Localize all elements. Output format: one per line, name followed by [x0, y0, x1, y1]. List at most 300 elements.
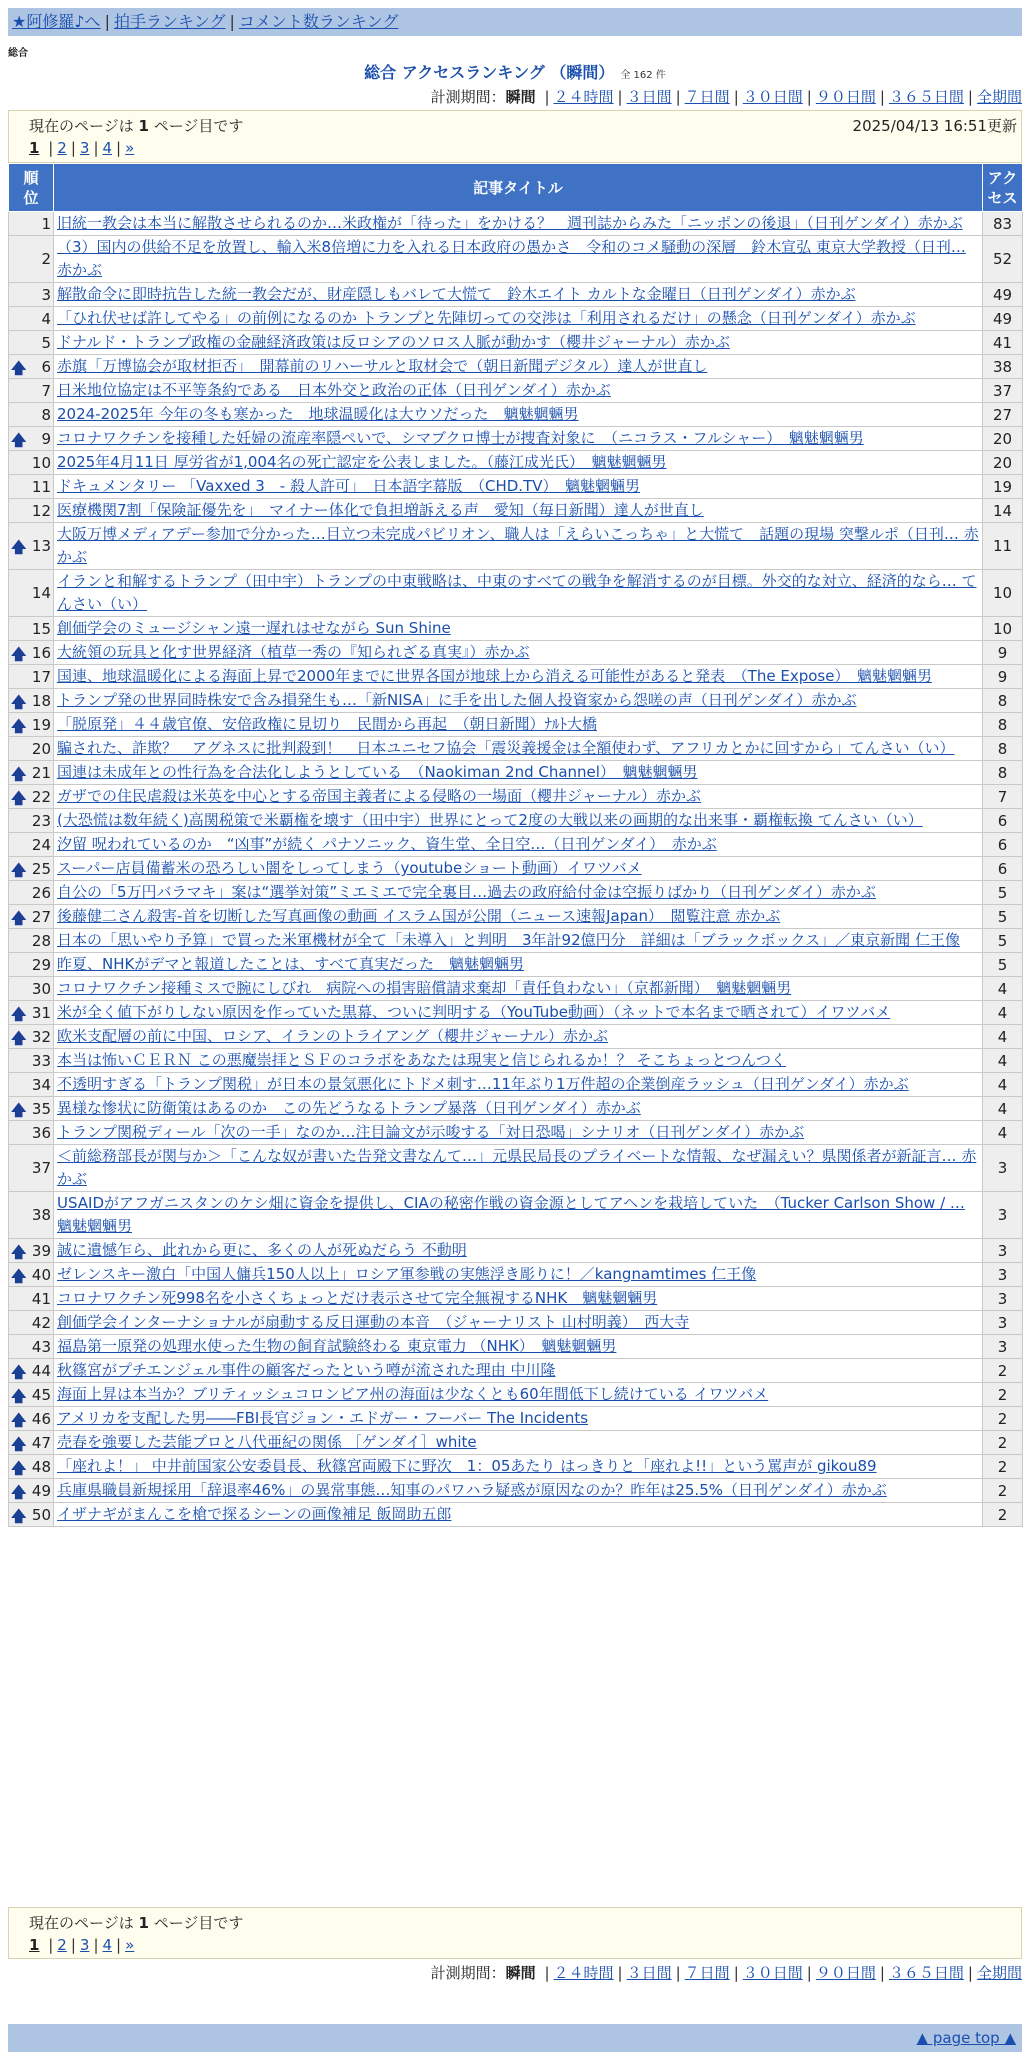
access-count: 6 — [983, 809, 1023, 833]
page-link[interactable]: 2 — [57, 1936, 67, 1954]
access-count: 4 — [983, 1121, 1023, 1145]
period-label: 計測期間： — [430, 88, 506, 106]
title-cell — [54, 641, 983, 665]
period-link[interactable]: ９０日間 — [815, 1964, 876, 1982]
rank-cell — [9, 977, 54, 1001]
article-link[interactable]: スーパー店員備蓄米の恐ろしい闇をしってしまう（youtubeショート動画）イワツバメ — [57, 859, 642, 877]
period-separator: | — [675, 1964, 681, 1982]
access-count: 6 — [983, 833, 1023, 857]
table-row — [9, 713, 1023, 737]
header-access: アクセス — [983, 164, 1023, 212]
period-link[interactable]: ７日間 — [684, 88, 730, 106]
rank-cell — [9, 833, 54, 857]
access-count: 4 — [983, 1073, 1023, 1097]
table-row — [9, 331, 1023, 355]
up-arrow-icon: 🡅 — [11, 644, 27, 663]
rank-number: 48 — [31, 1457, 51, 1476]
ranking-table-body — [9, 212, 1023, 1527]
rank-cell — [9, 905, 54, 929]
up-arrow-icon: 🡅 — [11, 788, 27, 807]
title-cell — [54, 1431, 983, 1455]
period-separator: | — [544, 1964, 550, 1982]
article-link[interactable]: 「座れよ！」 中井前国家公安委員長、秋篠宮両殿下に野次 1：05あたり はっきりと「座れよ!!」という罵声が gikou89 — [57, 1457, 877, 1475]
rank-cell — [9, 809, 54, 833]
access-count: 52 — [983, 236, 1023, 283]
article-link[interactable]: ドナルド・トランプ政権の金融経済政策は反ロシアのソロス人脈が動かす（櫻井ジャーナル）赤かぶ — [57, 333, 730, 351]
rank-number: 31 — [31, 1003, 51, 1022]
article-link[interactable]: 汐留 呪われているのか “凶事”が続く パナソニック、資生堂、全日空…（日刊ゲンダイ） 赤かぶ — [57, 835, 717, 853]
rank-number: 25 — [31, 859, 51, 878]
period-link[interactable]: ７日間 — [684, 1964, 730, 1982]
rank-cell — [9, 379, 54, 403]
table-row — [9, 570, 1023, 617]
rank-cell — [9, 1431, 54, 1455]
rank-cell — [9, 1407, 54, 1431]
title-cell — [54, 1359, 983, 1383]
up-arrow-icon: 🡅 — [11, 1362, 27, 1381]
article-link[interactable]: USAIDがアフガニスタンのケシ畑に資金を提供し、CIAの秘密作戦の資金源としてアヘンを栽培していた （Tucker Carlson Show / … 魑魅魍魎男 — [57, 1194, 965, 1235]
table-row — [9, 1025, 1023, 1049]
rank-number: 23 — [31, 811, 51, 830]
table-row — [9, 833, 1023, 857]
rank-cell — [9, 1001, 54, 1025]
article-link[interactable]: 自公の「5万円バラマキ」案は“選挙対策”ミエミエで完全裏目…過去の政府給付金は空振りばかり（日刊ゲンダイ）赤かぶ — [57, 883, 876, 901]
table-row — [9, 1431, 1023, 1455]
article-link[interactable]: 創価学会のミュージシャン遠一遅れはせながら Sun Shine — [57, 619, 451, 637]
article-link[interactable]: 赤旗「万博協会が取材拒否」 開幕前のリハーサルと取材会で（朝日新聞デジタル）達人が世直し — [57, 357, 708, 375]
page-link[interactable]: 3 — [79, 139, 90, 157]
rank-number: 8 — [41, 405, 51, 424]
title-cell — [54, 1263, 983, 1287]
rank-cell — [9, 1145, 54, 1192]
table-row — [9, 977, 1023, 1001]
table-row — [9, 283, 1023, 307]
table-row — [9, 1097, 1023, 1121]
rank-cell — [9, 617, 54, 641]
up-arrow-icon: 🡅 — [11, 538, 27, 556]
ranking-table — [8, 163, 1023, 1527]
article-link[interactable]: 不透明すぎる「トランプ関税」が日本の景気悪化にトドメ刺す…11年ぶり1万件超の企業倒産ラッシュ（日刊ゲンダイ）赤かぶ — [57, 1075, 909, 1093]
table-row — [9, 1001, 1023, 1025]
page-link[interactable]: 3 — [79, 1936, 90, 1954]
title-cell — [54, 1479, 983, 1503]
access-count: 2 — [983, 1407, 1023, 1431]
period-link[interactable]: 全期間 — [976, 88, 1022, 106]
title-cell — [54, 1073, 983, 1097]
title-cell — [54, 881, 983, 905]
rank-number: 29 — [31, 955, 51, 974]
access-count: 3 — [983, 1239, 1023, 1263]
up-arrow-icon: 🡅 — [11, 1506, 27, 1525]
article-link[interactable]: ＜前総務部長が関与か＞「こんな奴が書いた告発文書なんて…」元県民局長のプライベートな情報、なぜ漏えい？県関係者が新証言… 赤かぶ — [57, 1147, 977, 1188]
article-link[interactable]: 昨夏、NHKがデマと報道したことは、すべて真実だった 魑魅魍魎男 — [57, 955, 525, 973]
access-count: 8 — [983, 761, 1023, 785]
access-count: 38 — [983, 355, 1023, 379]
page-current[interactable]: 1 — [29, 1936, 40, 1954]
table-row — [9, 1192, 1023, 1239]
rank-number: 42 — [31, 1313, 51, 1332]
article-link[interactable]: 「脱原発」４４歳官僚、安倍政権に見切り 民間から再起 （朝日新聞）ﾅﾙﾄ大橋 — [57, 715, 598, 733]
up-arrow-icon: 🡅 — [11, 1028, 27, 1047]
rank-number: 20 — [31, 739, 51, 758]
table-row — [9, 665, 1023, 689]
article-link[interactable]: (大恐慌は数年続く)高関税策で米覇権を壊す（田中宇）世界にとって2度の大戦以来の画期的な出来事・覇権転換 てんさい（い） — [57, 811, 923, 829]
table-row — [9, 857, 1023, 881]
table-row — [9, 1073, 1023, 1097]
rank-number: 21 — [31, 763, 51, 782]
current-page-text: 現在のページは 1 ページ目です — [29, 1914, 244, 1932]
page-link[interactable]: » — [125, 1936, 135, 1954]
title-cell — [54, 236, 983, 283]
page-link[interactable]: 4 — [102, 1936, 113, 1954]
access-count: 49 — [983, 283, 1023, 307]
article-link[interactable]: 米が全く値下がりしない原因を作っていた黒幕、ついに判明する（YouTube動画）（ネットで本名まで晒されて）イワツバメ — [57, 1003, 891, 1021]
table-row — [9, 1359, 1023, 1383]
period-separator: | — [967, 88, 973, 106]
article-link[interactable]: ドキュメンタリー 「Vaxxed 3 - 殺人許可」 日本語字幕版 （CHD.TV） 魑魅魍魎男 — [57, 477, 640, 495]
article-link[interactable]: 日米地位協定は不平等条約である 日本外交と政治の正体（日刊ゲンダイ）赤かぶ — [57, 381, 611, 399]
title-cell — [54, 713, 983, 737]
rank-number: 5 — [41, 333, 51, 352]
rank-cell — [9, 1503, 54, 1527]
page-links — [29, 1936, 134, 1954]
access-count: 4 — [983, 977, 1023, 1001]
page-separator: | — [116, 1936, 122, 1954]
rank-number: 1 — [41, 214, 51, 233]
rank-cell — [9, 1025, 54, 1049]
access-count: 5 — [983, 881, 1023, 905]
rank-cell — [9, 641, 54, 665]
updated-timestamp: 2025/04/13 16:51更新 — [852, 117, 1017, 135]
applause-ranking-link[interactable]: 拍手ランキング — [113, 12, 226, 31]
rank-number: 2 — [41, 250, 51, 268]
rank-number: 35 — [31, 1099, 51, 1118]
article-link[interactable]: 創価学会インターナショナルが扇動する反日運動の本音 （ジャーナリスト 山村明義） 西大寺 — [57, 1313, 690, 1331]
table-row — [9, 236, 1023, 283]
rank-number: 11 — [31, 477, 51, 496]
title-cell — [54, 570, 983, 617]
title-cell — [54, 475, 983, 499]
article-link[interactable]: 医療機関7割「保険証優先を」 マイナー体化で負担増訴える声 愛知（毎日新聞）達人が世直し — [57, 501, 704, 519]
rank-number: 27 — [31, 907, 51, 926]
article-link[interactable]: 「ひれ伏せば許してやる」の前例になるのか トランプと先陣切っての交渉は「利用されるだけ」の懸念（日刊ゲンダイ）赤かぶ — [57, 309, 916, 327]
period-link[interactable]: ３０日間 — [742, 1964, 803, 1982]
table-row — [9, 1455, 1023, 1479]
table-row — [9, 617, 1023, 641]
title-cell — [54, 905, 983, 929]
page-link[interactable]: » — [125, 139, 135, 157]
rank-number: 34 — [31, 1075, 51, 1094]
access-count: 4 — [983, 1097, 1023, 1121]
article-link[interactable]: 旧統一教会は本当に解散させられるのか…米政権が「待った」をかける？ 週刊誌からみた「ニッポンの後退」（日刊ゲンダイ）赤かぶ — [57, 214, 963, 232]
title-cell — [54, 1335, 983, 1359]
rank-cell — [9, 1359, 54, 1383]
access-count: 2 — [983, 1503, 1023, 1527]
title-cell — [54, 761, 983, 785]
table-row — [9, 1121, 1023, 1145]
header-title: 記事タイトル — [54, 164, 983, 212]
title-cell — [54, 809, 983, 833]
title-cell — [54, 929, 983, 953]
access-count: 14 — [983, 499, 1023, 523]
rank-cell — [9, 929, 54, 953]
table-row — [9, 953, 1023, 977]
article-link[interactable]: 売春を強要した芸能プロと八代亜紀の関係 ［ゲンダイ］white — [57, 1433, 477, 1451]
access-count: 11 — [983, 523, 1023, 570]
period-current: 瞬間 — [505, 88, 536, 106]
period-separator: | — [733, 88, 739, 106]
table-row — [9, 499, 1023, 523]
article-link[interactable]: 大阪万博メディアデー参加で分かった…目立つ未完成パビリオン、職人は「えらいこっちゃ」と大慌て 話題の現場 突撃ルポ（日刊… 赤かぶ — [57, 525, 979, 566]
article-link[interactable]: 兵庫県職員新規採用「辞退率46%」の異常事態…知事のパワハラ疑惑が原因なのか？昨年は25.5%（日刊ゲンダイ）赤かぶ — [57, 1481, 887, 1499]
article-link[interactable]: 誠に遺憾乍ら、此れから更に、多くの人が死ぬだらう 不動明 — [57, 1241, 467, 1259]
table-row — [9, 785, 1023, 809]
article-link[interactable]: 秋篠宮がプチエンジェル事件の顧客だったという噂が流された理由 中川隆 — [57, 1361, 556, 1379]
up-arrow-icon: 🡅 — [11, 1004, 27, 1023]
rank-number: 4 — [41, 309, 51, 328]
period-link[interactable]: ２４時間 — [553, 1964, 614, 1982]
rank-number: 39 — [31, 1241, 51, 1260]
footer-bar — [8, 2024, 1022, 2052]
comment-ranking-link[interactable]: コメント数ランキング — [238, 12, 399, 31]
article-link[interactable]: 国連は未成年との性行為を合法化しようとしている （Naokiman 2nd Channel） 魑魅魍魎男 — [57, 763, 698, 781]
rank-cell — [9, 475, 54, 499]
period-separator: | — [675, 88, 681, 106]
period-link[interactable]: ３６５日間 — [888, 88, 964, 106]
access-count: 27 — [983, 403, 1023, 427]
period-separator: | — [806, 1964, 812, 1982]
title-cell — [54, 1311, 983, 1335]
title-cell — [54, 1121, 983, 1145]
title-cell — [54, 283, 983, 307]
article-link[interactable]: コロナワクチン死998名を小さくちょっとだけ表示させて完全無視するNHK 魑魅魍魎男 — [57, 1289, 658, 1307]
access-count: 8 — [983, 689, 1023, 713]
rank-number: 14 — [31, 584, 51, 602]
up-arrow-icon: 🡅 — [11, 1266, 27, 1285]
pager-bottom — [8, 1907, 1022, 1959]
rank-cell — [9, 403, 54, 427]
table-row — [9, 1263, 1023, 1287]
table-row — [9, 379, 1023, 403]
access-count: 4 — [983, 1025, 1023, 1049]
access-count: 8 — [983, 713, 1023, 737]
period-selector-bottom — [431, 1963, 1022, 1983]
article-link[interactable]: 欧米支配層の前に中国、ロシア、イランのトライアング（櫻井ジャーナル）赤かぶ — [57, 1027, 608, 1045]
title-cell — [54, 427, 983, 451]
period-separator: | — [544, 88, 550, 106]
rank-number: 16 — [31, 643, 51, 662]
access-count: 4 — [983, 1001, 1023, 1025]
ranking-title: 総合 アクセスランキング （瞬間） — [364, 63, 615, 82]
access-count: 3 — [983, 1335, 1023, 1359]
access-count: 6 — [983, 857, 1023, 881]
title-cell — [54, 833, 983, 857]
article-link[interactable]: 異様な惨状に防衛策はあるのか この先どうなるトランプ暴落（日刊ゲンダイ）赤かぶ — [57, 1099, 641, 1117]
rank-cell — [9, 713, 54, 737]
period-separator: | — [806, 88, 812, 106]
article-link[interactable]: 本当は怖いＣＥＲＮ この悪魔崇拝とＳＦのコラボをあなたは現実と信じられるか！？ そこちょっとつんつく — [57, 1051, 786, 1069]
page-separator: | — [48, 139, 54, 157]
period-link[interactable]: ３日間 — [626, 88, 672, 106]
period-link[interactable]: 全期間 — [976, 1964, 1022, 1982]
period-separator: | — [733, 1964, 739, 1982]
article-link[interactable]: コロナワクチンを接種した妊婦の流産率隠ぺいで、シマブクロ博士が捜査対象に （ニコラス・フルシャー） 魑魅魍魎男 — [57, 429, 864, 447]
up-arrow-icon: 🡅 — [11, 1242, 27, 1261]
title-cell — [54, 977, 983, 1001]
rank-cell — [9, 1121, 54, 1145]
access-count: 10 — [983, 617, 1023, 641]
rank-cell — [9, 881, 54, 905]
table-row — [9, 212, 1023, 236]
table-row — [9, 1503, 1023, 1527]
title-cell — [54, 1455, 983, 1479]
table-row — [9, 355, 1023, 379]
table-row — [9, 1479, 1023, 1503]
article-link[interactable]: 国連、地球温暖化による海面上昇で2000年までに世界各国が地球上から消える可能性があると発表 （The Expose） 魑魅魍魎男 — [57, 667, 932, 685]
page-top-link[interactable]: ▲ page top ▲ — [916, 2029, 1016, 2047]
rank-cell — [9, 283, 54, 307]
period-selector-top — [431, 87, 1022, 107]
rank-cell — [9, 1097, 54, 1121]
article-link[interactable]: 騙された、詐欺？ アグネスに批判殺到！ 日本ユニセフ協会「震災義援金は全額使わず、アフリカとかに回すから」てんさい（い） — [57, 739, 955, 757]
rank-cell — [9, 523, 54, 570]
title-cell — [54, 1145, 983, 1192]
rank-cell — [9, 1073, 54, 1097]
article-link[interactable]: コロナワクチン接種ミスで腕にしびれ 病院への損害賠償請求棄却「責任負わない」（京都新聞） 魑魅魍魎男 — [57, 979, 792, 997]
table-row — [9, 1383, 1023, 1407]
access-count: 5 — [983, 905, 1023, 929]
table-row — [9, 689, 1023, 713]
access-count: 2 — [983, 1455, 1023, 1479]
rank-cell — [9, 689, 54, 713]
title-cell — [54, 331, 983, 355]
period-separator: | — [879, 1964, 885, 1982]
article-link[interactable]: 海面上昇は本当か？ブリティッシュコロンビア州の海面は少なくとも60年間低下し続けている イワツバメ — [57, 1385, 769, 1403]
access-count: 3 — [983, 1192, 1023, 1239]
article-link[interactable]: トランプ関税ディール「次の一手」なのか…注目論文が示唆する「対日恐喝」シナリオ（日刊ゲンダイ）赤かぶ — [57, 1123, 805, 1141]
article-link[interactable]: 2024-2025年 今年の冬も寒かった 地球温暖化は大ウソだった 魑魅魍魎男 — [57, 405, 579, 423]
table-row — [9, 1335, 1023, 1359]
article-link[interactable]: 後藤健二さん殺害-首を切断した写真画像の動画 イスラム国が公開（ニュース速報Japan） 閲覧注意 赤かぶ — [57, 907, 781, 925]
period-separator: | — [967, 1964, 973, 1982]
title-cell — [54, 1192, 983, 1239]
table-row — [9, 307, 1023, 331]
title-cell — [54, 1001, 983, 1025]
rank-cell — [9, 570, 54, 617]
access-count: 83 — [983, 212, 1023, 236]
rank-number: 19 — [31, 715, 51, 734]
rank-cell — [9, 1263, 54, 1287]
access-count: 3 — [983, 1311, 1023, 1335]
page-link[interactable]: 2 — [57, 139, 67, 157]
rank-cell — [9, 427, 54, 451]
article-link[interactable]: アメリカを支配した男――FBI長官ジョン・エドガー・フーバー The Incidents — [57, 1409, 589, 1427]
rank-number: 33 — [31, 1051, 51, 1070]
page-separator: | — [93, 1936, 99, 1954]
article-link[interactable]: トランプ発の世界同時株安で含み損発生も…「新NISA」に手を出した個人投資家から怨嗟の声（日刊ゲンダイ）赤かぶ — [57, 691, 857, 709]
table-row — [9, 523, 1023, 570]
up-arrow-icon: 🡅 — [11, 358, 27, 377]
top-nav-bar — [8, 8, 1022, 36]
article-link[interactable]: ガザでの住民虐殺は米英を中心とする帝国主義者による侵略の一場面（櫻井ジャーナル）赤かぶ — [57, 787, 701, 805]
access-count: 20 — [983, 451, 1023, 475]
page-links — [29, 139, 134, 157]
rank-cell — [9, 1192, 54, 1239]
home-link[interactable]: ★阿修羅♪へ — [12, 12, 101, 31]
article-link[interactable]: ゼレンスキー激白「中国人傭兵150人以上」ロシア軍参戦の実態浮き彫りに！／kangnamtimes 仁王像 — [57, 1265, 757, 1283]
table-row — [9, 427, 1023, 451]
rank-cell — [9, 953, 54, 977]
title-cell — [54, 1049, 983, 1073]
page-current[interactable]: 1 — [29, 139, 40, 157]
period-link[interactable]: ２４時間 — [553, 88, 614, 106]
page-separator: | — [70, 1936, 76, 1954]
access-count: 3 — [983, 1145, 1023, 1192]
period-link[interactable]: ３６５日間 — [888, 1964, 964, 1982]
article-link[interactable]: 福島第一原発の処理水使った生物の飼育試験終わる 東京電力 （NHK） 魑魅魍魎男 — [57, 1337, 617, 1355]
rank-cell — [9, 499, 54, 523]
up-arrow-icon: 🡅 — [11, 1100, 27, 1119]
title-cell — [54, 617, 983, 641]
title-cell — [54, 1407, 983, 1431]
article-link[interactable]: （3）国内の供給不足を放置し、輸入米8倍増に力を入れる日本政府の愚かさ 令和のコメ騒動の深層 鈴木宣弘 東京大学教授（日刊… 赤かぶ — [57, 238, 966, 279]
access-count: 19 — [983, 475, 1023, 499]
rank-number: 50 — [31, 1505, 51, 1524]
table-row — [9, 475, 1023, 499]
period-link[interactable]: ３日間 — [626, 1964, 672, 1982]
page-separator: | — [93, 139, 99, 157]
rank-number: 7 — [41, 381, 51, 400]
rank-number: 49 — [31, 1481, 51, 1500]
rank-number: 15 — [31, 619, 51, 638]
up-arrow-icon: 🡅 — [11, 860, 27, 879]
rank-cell — [9, 212, 54, 236]
article-link[interactable]: 2025年4月11日 厚労省が1,004名の死亡認定を公表しました。（藤江成光氏） 魑魅魍魎男 — [57, 453, 667, 471]
title-cell — [54, 403, 983, 427]
article-link[interactable]: 解散命令に即時抗告した統一教会だが、財産隠しもバレて大慌て 鈴木エイト カルトな金曜日（日刊ゲンダイ）赤かぶ — [57, 285, 856, 303]
title-cell — [54, 689, 983, 713]
period-link[interactable]: ９０日間 — [815, 88, 876, 106]
article-link[interactable]: 日本の「思いやり予算」で買った米軍機材が全て「未導入」と判明 3年計92億円分 詳細は「ブラックボックス」／東京新聞 仁王像 — [57, 931, 960, 949]
rank-number: 47 — [31, 1433, 51, 1452]
article-link[interactable]: イザナギがまんこを槍で探るシーンの画像補足 飯岡助五郎 — [57, 1505, 452, 1523]
up-arrow-icon: 🡅 — [11, 1386, 27, 1405]
access-count: 49 — [983, 307, 1023, 331]
title-cell — [54, 1383, 983, 1407]
title-cell — [54, 212, 983, 236]
article-link[interactable]: 大統領の玩具と化す世界経済（植草一秀の『知られざる真実』）赤かぶ — [57, 643, 530, 661]
table-row — [9, 1311, 1023, 1335]
title-cell — [54, 1025, 983, 1049]
category-label: 総合 — [8, 48, 28, 59]
up-arrow-icon: 🡅 — [11, 764, 27, 783]
access-count: 3 — [983, 1287, 1023, 1311]
access-count: 9 — [983, 665, 1023, 689]
title-cell — [54, 1239, 983, 1263]
rank-cell — [9, 1479, 54, 1503]
table-header-row — [9, 164, 1023, 212]
table-row — [9, 761, 1023, 785]
page-link[interactable]: 4 — [102, 139, 113, 157]
period-separator: | — [617, 1964, 623, 1982]
access-count: 4 — [983, 1049, 1023, 1073]
access-count: 2 — [983, 1383, 1023, 1407]
up-arrow-icon: 🡅 — [11, 1434, 27, 1453]
period-link[interactable]: ３０日間 — [742, 88, 803, 106]
nav-separator: | — [104, 12, 110, 31]
article-link[interactable]: イランと和解するトランプ（田中宇）トランプの中東戦略は、中東のすべての戦争を解消するのが目標。外交的な対立、経済的なら… てんさい（い） — [57, 572, 977, 613]
table-row — [9, 1407, 1023, 1431]
